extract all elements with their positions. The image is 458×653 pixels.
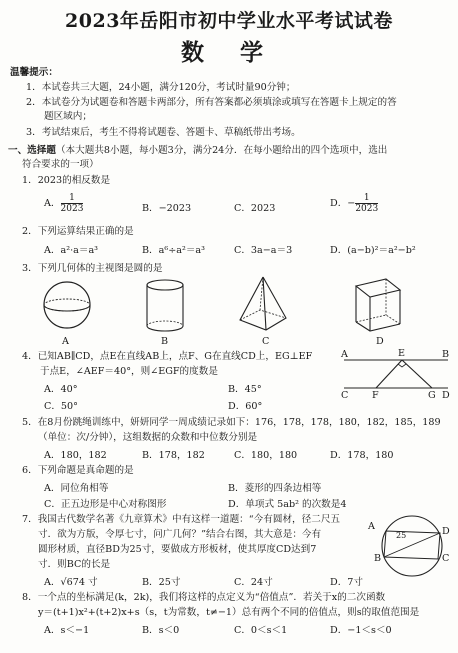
pyramid-figure xyxy=(236,274,290,334)
q4-line1: 4．已知AB∥CD，点E在直线AB上，点F、G在直线CD上，EG⊥EF xyxy=(22,351,313,362)
point-label: G xyxy=(428,390,436,401)
fraction xyxy=(61,193,84,214)
option-label: A． xyxy=(44,198,61,209)
notice-item: 2．本试卷分为试题卷和答题卡两部分，所有答案都必须填涂或填写在答题卡上规定的答 xyxy=(26,97,397,108)
q4-option-a: A．40° xyxy=(44,384,78,395)
q7-line1: 7．我国古代数学名著《九章算术》中有这样一道题：“今有圆材，径二尺五 xyxy=(22,514,341,525)
point-label: C xyxy=(442,553,450,564)
q7-option-b: B．25寸 xyxy=(142,577,181,588)
figure-label-b: B xyxy=(161,336,169,347)
q4-option-b: B．45° xyxy=(228,384,262,395)
q8-line2: y＝(t+1)x²+(t+2)x+s（s，t为常数，t≠−1）总有两个不同的倍值点，则s的取值范围是 xyxy=(38,607,420,618)
q2-option-d: D．(a−b)²＝a²−b² xyxy=(330,245,416,256)
q2-option-b: B．a⁶÷a²＝a³ xyxy=(142,245,205,256)
figure-label-c: C xyxy=(262,336,270,347)
prism-figure xyxy=(350,276,406,334)
q6-option-d: D．单项式 5ab² 的次数是4 xyxy=(228,499,347,510)
q2-stem: 2．下列运算结果正确的是 xyxy=(22,226,134,237)
q7-line3: 圆形材质，直径BD为25寸，要做成方形板材，使其厚度CD达到7 xyxy=(38,544,317,555)
q5-line2: （单位：次/分钟），这组数据的众数和中位数分别是 xyxy=(38,432,258,443)
point-label: B xyxy=(442,349,450,360)
q7-option-a: A．√674 寸 xyxy=(44,577,98,588)
sphere-figure xyxy=(42,278,92,332)
q8-option-a: A．s＜−1 xyxy=(44,625,90,636)
point-label: F xyxy=(372,390,379,401)
q7-option-c: C．24寸 xyxy=(234,577,273,588)
q7-line4: 寸．则BC的长是 xyxy=(38,559,111,570)
q4-line2: 于点E，∠AEF＝40°，则∠EGF的度数是 xyxy=(40,366,218,377)
point-label: D xyxy=(442,526,450,537)
q8-option-b: B．s＜0 xyxy=(142,625,180,636)
section-desc: （本大题共8小题，每小题3分，满分24分．在每小题给出的四个选项中，选出 xyxy=(55,145,388,156)
notice-heading: 温馨提示： xyxy=(10,67,58,78)
fraction xyxy=(355,193,378,214)
option-label: D．− xyxy=(330,198,356,209)
q5-line1: 5．在8月份跳绳训练中，妍妍同学一周成绩记录如下：176，178，178，180，182，185，189 xyxy=(22,417,441,428)
q1-option-c: C．2023 xyxy=(234,203,276,214)
q1-option-d xyxy=(330,193,378,214)
q4-option-c: C．50° xyxy=(44,401,78,412)
subject-title: 数 学 xyxy=(180,39,277,66)
notice-item: 3．考试结束后，考生不得将试题卷、答题卡、草稿纸带出考场。 xyxy=(26,127,301,138)
point-label: B xyxy=(374,553,382,564)
q3-stem: 3．下列几何体的主视图是圆的是 xyxy=(22,263,163,274)
numerator: 1 xyxy=(355,193,378,204)
q2-option-c: C．3a−a＝3 xyxy=(234,245,293,256)
q7-line2: 寸．欲为方版，令厚七寸，问广几何？”结合右图，其大意是：今有 xyxy=(38,529,322,540)
q6-option-a: A．同位角相等 xyxy=(44,483,109,494)
section-heading xyxy=(8,144,387,157)
circle-figure xyxy=(372,513,452,579)
point-label: E xyxy=(398,348,406,359)
denominator: 2023 xyxy=(355,204,379,214)
point-label: A xyxy=(368,521,375,532)
q5-option-d: D．178，180 xyxy=(330,450,394,461)
q4-option-d: D．60° xyxy=(228,401,263,412)
section-desc-line2: 符合要求的一项） xyxy=(22,159,99,170)
length-label: 25 xyxy=(396,531,407,540)
q6-option-b: B．菱形的四条边相等 xyxy=(228,483,322,494)
figure-label-a: A xyxy=(62,336,69,347)
q8-option-d: D．−1＜s＜0 xyxy=(330,625,392,636)
section-title: 一、选择题 xyxy=(8,145,56,156)
q5-option-c: C．180，180 xyxy=(234,450,298,461)
q8-option-c: C．0＜s＜1 xyxy=(234,625,288,636)
q1-option-b: B．−2023 xyxy=(142,203,192,214)
q2-option-a: A．a²·a＝a³ xyxy=(44,245,99,256)
q5-option-a: A．180，182 xyxy=(44,450,107,461)
notice-item: 题区域内； xyxy=(44,111,92,122)
q1-stem: 1．2023的相反数是 xyxy=(22,175,111,186)
q7-option-d: D．7寸 xyxy=(330,577,363,588)
q5-option-b: B．178，182 xyxy=(142,450,205,461)
point-label: A xyxy=(341,349,348,360)
cylinder-figure xyxy=(142,278,188,334)
q6-option-c: C．正五边形是中心对称图形 xyxy=(44,499,167,510)
q1-option-a xyxy=(44,193,83,214)
page-title: 2023年岳阳市初中学业水平考试试卷 xyxy=(65,10,393,32)
denominator: 2023 xyxy=(60,204,84,214)
q6-stem: 6．下列命题是真命题的是 xyxy=(22,465,134,476)
figure-label-d: D xyxy=(376,336,384,347)
point-label: C xyxy=(341,390,349,401)
point-label: D xyxy=(442,390,450,401)
q8-line1: 8．一个点的坐标满足(k，2k)，我们将这样的点定义为“倍值点”．若关于x的二次函数 xyxy=(22,592,386,603)
numerator: 1 xyxy=(61,193,84,204)
notice-item: 1．本试卷共三大题，24小题，满分120分，考试时量90分钟； xyxy=(26,82,296,93)
